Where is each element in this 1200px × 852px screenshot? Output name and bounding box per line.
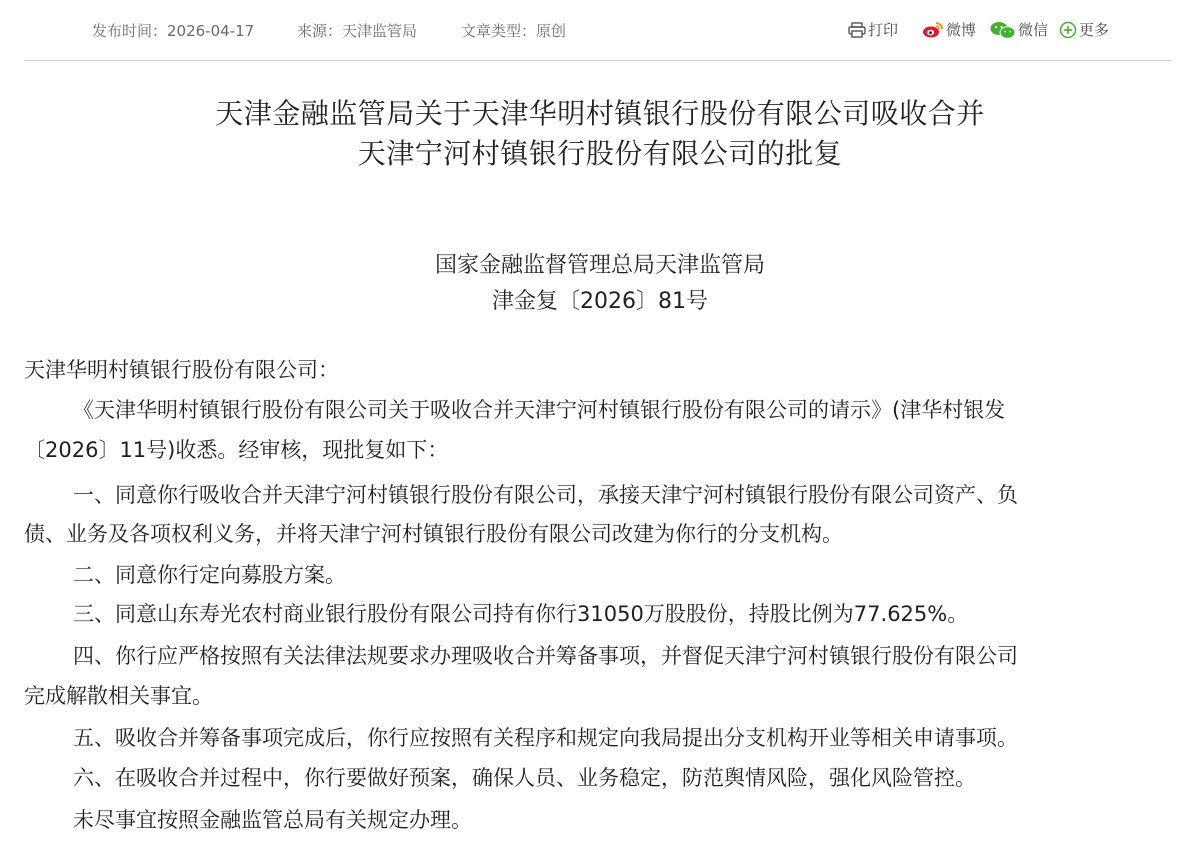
item-4-line-2: 完成解散相关事宜。 xyxy=(24,684,213,708)
print-button[interactable] xyxy=(848,19,898,40)
item-3: 三、同意山东寿光农村商业银行股份有限公司持有你行31050万股股份，持股比例为77.625%。 xyxy=(73,602,969,626)
printer-icon xyxy=(848,22,866,38)
weibo-icon xyxy=(922,21,944,39)
document-number: 津金复〔2026〕81号 xyxy=(492,289,708,314)
intro-paragraph-line-2: 〔2026〕11号)收悉。经审核，现批复如下： xyxy=(24,438,449,462)
weibo-label: 微博 xyxy=(946,21,977,39)
item-6: 六、在吸收合并过程中，你行要做好预案，确保人员、业务稳定，防范舆情风险，强化风险管控。 xyxy=(73,766,976,790)
item-5: 五、吸收合并筹备事项完成后，你行应按照有关程序和规定向我局提出分支机构开业等相关申请事项。 xyxy=(73,726,1018,750)
wechat-label: 微信 xyxy=(1018,21,1049,39)
more-label: 更多 xyxy=(1079,21,1110,39)
weibo-share-button[interactable] xyxy=(922,19,976,40)
item-1-line-1: 一、同意你行吸收合并天津宁河村镇银行股份有限公司，承接天津宁河村镇银行股份有限公司资产、负 xyxy=(73,483,1018,507)
plus-circle-icon xyxy=(1059,21,1077,39)
article-meta-bar xyxy=(0,0,1200,60)
item-1-line-2: 债、业务及各项权利义务，并将天津宁河村镇银行股份有限公司改建为你行的分支机构。 xyxy=(24,522,843,546)
wechat-share-button[interactable] xyxy=(990,19,1048,40)
publish-time: 发布时间：2026-04-17 xyxy=(92,22,255,40)
article-title-line-1: 天津金融监管局关于天津华明村镇银行股份有限公司吸收合并 xyxy=(215,97,985,130)
wechat-icon xyxy=(990,21,1016,39)
more-share-button[interactable] xyxy=(1059,19,1109,40)
item-2: 二、同意你行定向募股方案。 xyxy=(73,563,346,587)
addressee: 天津华明村镇银行股份有限公司： xyxy=(24,358,339,382)
item-4-line-1: 四、你行应严格按照有关法律法规要求办理吸收合并筹备事项，并督促天津宁河村镇银行股份有限公司 xyxy=(73,644,1018,668)
intro-paragraph-line-1: 《天津华明村镇银行股份有限公司关于吸收合并天津宁河村镇银行股份有限公司的请示》(津华村银发 xyxy=(73,398,1006,422)
article-type: 文章类型：原创 xyxy=(461,22,567,40)
article-source: 来源：天津监管局 xyxy=(297,22,418,40)
header-divider xyxy=(24,60,1172,61)
print-label: 打印 xyxy=(868,21,899,39)
issuing-authority: 国家金融监督管理总局天津监管局 xyxy=(434,253,765,278)
closing-remark: 未尽事宜按照金融监管总局有关规定办理。 xyxy=(73,808,472,832)
article-title-line-2: 天津宁河村镇银行股份有限公司的批复 xyxy=(357,137,843,170)
